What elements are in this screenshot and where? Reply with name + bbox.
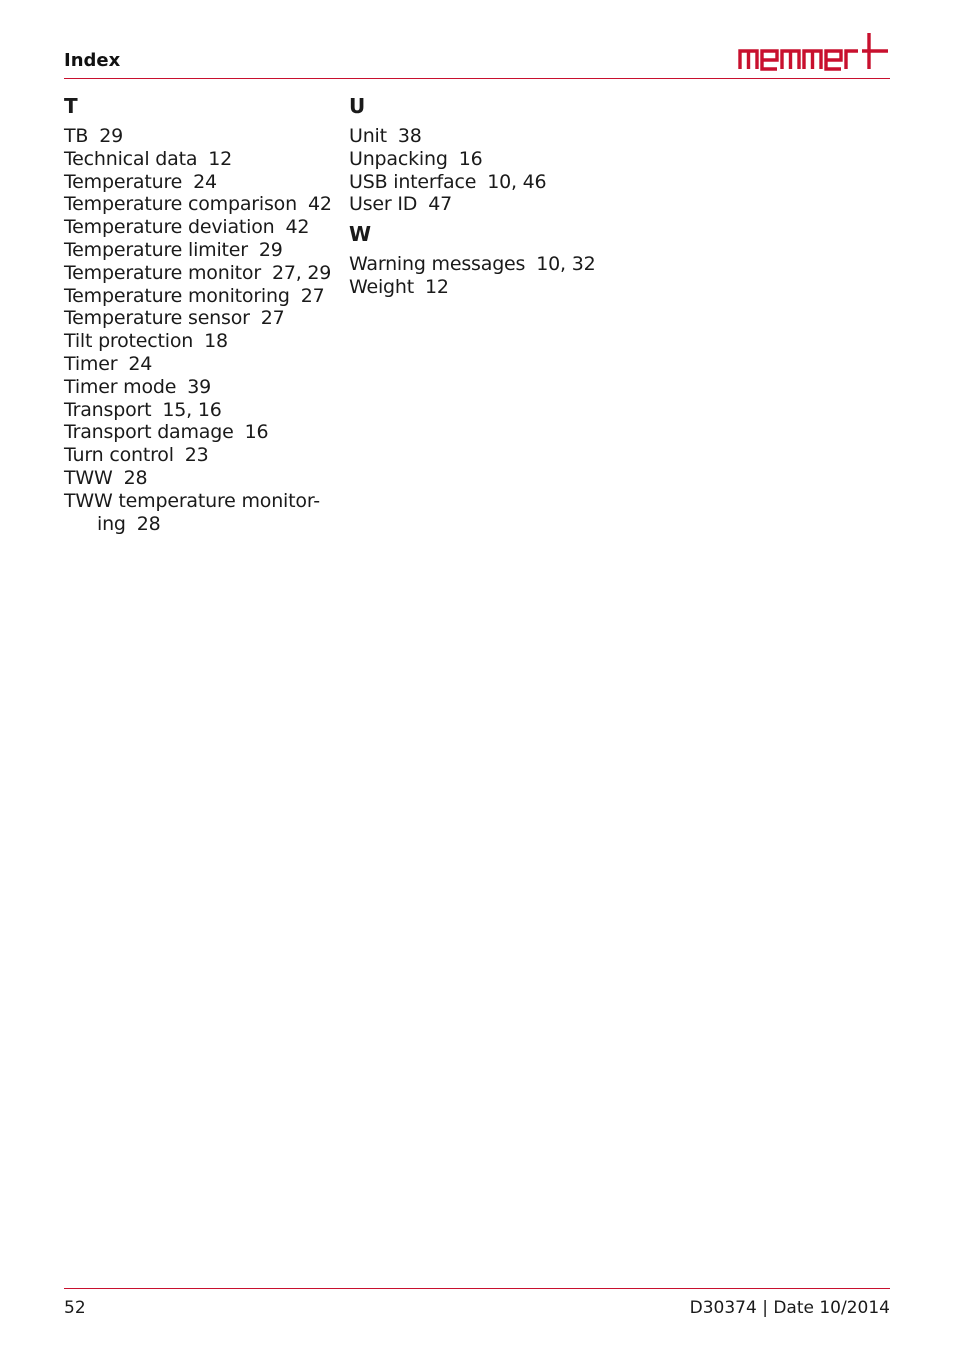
index-entry	[64, 330, 326, 353]
index-entry	[64, 490, 326, 536]
index-term: Tilt protection	[64, 330, 194, 353]
index-term: USB interface	[349, 170, 477, 193]
page-reference[interactable]: 23	[184, 444, 209, 467]
index-term: Timer mode	[64, 375, 177, 398]
index-entry	[64, 421, 326, 444]
index-term: TWW temperature monitor-ing	[64, 489, 320, 535]
index-entry	[64, 261, 332, 285]
index-term: Timer	[64, 352, 118, 375]
page-reference[interactable]: 38	[397, 125, 422, 147]
index-entry	[349, 148, 629, 171]
index-term: Transport damage	[64, 421, 234, 444]
page-reference[interactable]: 16	[244, 421, 269, 444]
index-entries	[64, 125, 332, 535]
index-term: TB	[64, 125, 89, 147]
page-reference[interactable]: 28	[123, 466, 148, 489]
page-reference[interactable]: 12	[208, 147, 233, 170]
index-entry	[64, 444, 326, 467]
page-reference[interactable]: 15, 16	[162, 398, 222, 421]
index-entry	[64, 285, 326, 308]
page-reference[interactable]: 24	[128, 352, 153, 375]
index-term: Warning messages	[349, 253, 526, 276]
index-term: Temperature deviation	[64, 216, 275, 239]
footer-rule	[64, 1288, 890, 1289]
index-entry	[64, 307, 326, 330]
page-reference[interactable]: 24	[193, 170, 217, 193]
page-reference[interactable]: 42	[285, 216, 310, 239]
page-reference[interactable]: 29	[258, 238, 283, 261]
index-term: Unit	[349, 125, 387, 147]
index-entry	[64, 376, 326, 399]
page-reference[interactable]: 12	[425, 275, 449, 298]
index-entry	[64, 125, 326, 148]
section-letter: W	[349, 222, 372, 247]
index-entry	[349, 276, 629, 299]
index-term: TWW	[64, 466, 113, 489]
page-reference[interactable]: 27, 29	[271, 261, 332, 284]
index-entry	[64, 193, 332, 216]
index-term: Turn control	[64, 444, 174, 467]
page-reference[interactable]: 39	[187, 375, 212, 398]
index-entry	[64, 148, 326, 171]
index-term: User ID	[349, 193, 418, 216]
index-entry	[64, 353, 326, 376]
index-entries	[349, 253, 629, 299]
page-reference[interactable]: 29	[99, 125, 124, 147]
page-reference[interactable]: 16	[458, 147, 483, 170]
page-reference[interactable]: 42	[307, 193, 332, 216]
index-entry	[64, 467, 326, 490]
header-rule	[64, 78, 890, 79]
index-entry	[64, 216, 326, 239]
page-reference[interactable]: 47	[428, 193, 452, 216]
page-header-title: Index	[64, 50, 121, 71]
index-term: Weight	[349, 275, 414, 298]
index-column-2	[349, 93, 629, 299]
document-info: D30374 | Date 10/2014	[689, 1298, 890, 1318]
page-number: 52	[64, 1298, 86, 1318]
index-entry	[64, 239, 326, 262]
page-reference[interactable]: 27	[260, 307, 285, 330]
index-term: Temperature	[64, 170, 183, 193]
page-reference[interactable]: 10, 46	[487, 170, 547, 193]
index-entry	[64, 171, 326, 194]
index-column-1	[64, 93, 332, 535]
memmert-logo	[738, 31, 890, 71]
index-term: Temperature sensor	[64, 307, 250, 330]
index-entry	[349, 193, 629, 216]
index-entry	[349, 125, 629, 148]
index-section-w	[349, 221, 629, 299]
index-term: Temperature monitoring	[64, 284, 290, 307]
index-term: Temperature limiter	[64, 238, 248, 261]
index-entry	[349, 171, 629, 194]
index-entry	[349, 253, 629, 276]
index-term: Unpacking	[349, 147, 448, 170]
index-entries	[349, 125, 629, 216]
index-term: Temperature monitor	[64, 261, 261, 284]
index-section-t	[64, 93, 332, 535]
index-section-u	[349, 93, 629, 216]
page-reference[interactable]: 10, 32	[536, 253, 596, 276]
section-letter: U	[349, 94, 366, 118]
section-letter: T	[64, 94, 78, 118]
index-term: Technical data	[64, 147, 198, 170]
index-term: Transport	[64, 398, 152, 421]
index-term: Temperature comparison	[64, 193, 297, 216]
page-reference[interactable]: 18	[204, 330, 228, 353]
page-reference[interactable]: 27	[300, 284, 325, 307]
index-entry	[64, 399, 326, 422]
page-reference[interactable]: 28	[136, 512, 161, 535]
